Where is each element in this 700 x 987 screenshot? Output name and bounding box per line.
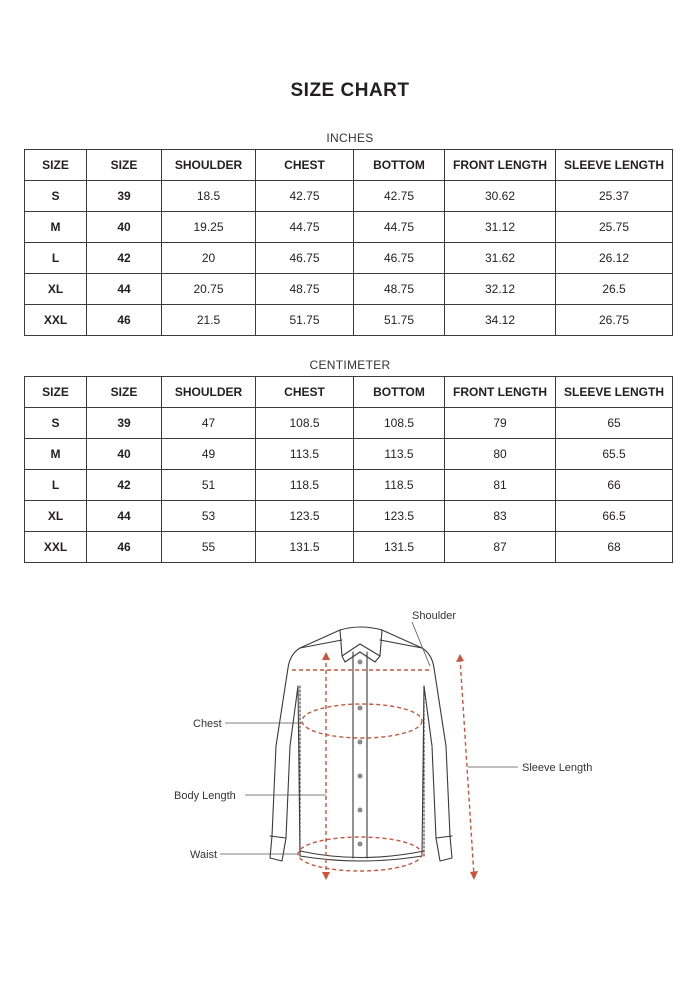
cell-size: L [25, 470, 87, 501]
table-row [25, 274, 673, 305]
cell-shoulder: 20 [162, 243, 256, 274]
cell-shoulder: 19.25 [162, 212, 256, 243]
cell-sleeve-length: 26.75 [556, 305, 673, 336]
inches-table [24, 149, 673, 336]
cell-shoulder: 49 [162, 439, 256, 470]
table-row [25, 305, 673, 336]
table-row [25, 439, 673, 470]
cell-bottom: 113.5 [354, 439, 445, 470]
header-bottom: BOTTOM [354, 150, 445, 181]
cell-size-number: 44 [87, 501, 162, 532]
cell-size: XL [25, 274, 87, 305]
cell-sleeve-length: 25.37 [556, 181, 673, 212]
header-chest: CHEST [256, 150, 354, 181]
header-size: SIZE [25, 377, 87, 408]
cell-sleeve-length: 65.5 [556, 439, 673, 470]
header-front-length: FRONT LENGTH [445, 150, 556, 181]
cell-chest: 118.5 [256, 470, 354, 501]
cell-size: S [25, 408, 87, 439]
header-size-number: SIZE [87, 377, 162, 408]
cell-chest: 51.75 [256, 305, 354, 336]
cell-size: XXL [25, 305, 87, 336]
cell-chest: 48.75 [256, 274, 354, 305]
cell-front-length: 80 [445, 439, 556, 470]
shoulder-label: Shoulder [412, 610, 457, 622]
cell-size: XL [25, 501, 87, 532]
cell-shoulder: 21.5 [162, 305, 256, 336]
cell-front-length: 30.62 [445, 181, 556, 212]
cell-bottom: 118.5 [354, 470, 445, 501]
cell-size-number: 46 [87, 305, 162, 336]
cell-chest: 113.5 [256, 439, 354, 470]
cell-chest: 44.75 [256, 212, 354, 243]
cell-sleeve-length: 68 [556, 532, 673, 563]
header-sleeve-length: SLEEVE LENGTH [556, 150, 673, 181]
cell-front-length: 87 [445, 532, 556, 563]
cell-size-number: 40 [87, 212, 162, 243]
cell-chest: 42.75 [256, 181, 354, 212]
table-row [25, 212, 673, 243]
table-row [25, 501, 673, 532]
cell-size-number: 42 [87, 243, 162, 274]
cell-size-number: 40 [87, 439, 162, 470]
body-length-label: Body Length [174, 790, 236, 802]
cell-front-length: 31.12 [445, 212, 556, 243]
cell-sleeve-length: 25.75 [556, 212, 673, 243]
cell-size: XXL [25, 532, 87, 563]
cell-shoulder: 20.75 [162, 274, 256, 305]
cell-size-number: 46 [87, 532, 162, 563]
page-title: SIZE CHART [290, 80, 410, 101]
cell-chest: 46.75 [256, 243, 354, 274]
header-size-number: SIZE [87, 150, 162, 181]
table-header-row [25, 150, 673, 181]
cell-sleeve-length: 26.5 [556, 274, 673, 305]
cell-shoulder: 51 [162, 470, 256, 501]
cell-bottom: 123.5 [354, 501, 445, 532]
header-shoulder: SHOULDER [162, 150, 256, 181]
header-size: SIZE [25, 150, 87, 181]
cell-bottom: 51.75 [354, 305, 445, 336]
header-bottom: BOTTOM [354, 377, 445, 408]
cell-shoulder: 53 [162, 501, 256, 532]
cell-shoulder: 18.5 [162, 181, 256, 212]
cell-front-length: 32.12 [445, 274, 556, 305]
cell-size: M [25, 439, 87, 470]
table-header-row [25, 377, 673, 408]
cell-bottom: 42.75 [354, 181, 445, 212]
cell-size-number: 44 [87, 274, 162, 305]
header-sleeve-length: SLEEVE LENGTH [556, 377, 673, 408]
cell-shoulder: 55 [162, 532, 256, 563]
cell-size: M [25, 212, 87, 243]
cell-front-length: 34.12 [445, 305, 556, 336]
cell-bottom: 44.75 [354, 212, 445, 243]
cell-size: L [25, 243, 87, 274]
cell-chest: 131.5 [256, 532, 354, 563]
cell-sleeve-length: 66 [556, 470, 673, 501]
measurement-arrowheads [322, 652, 478, 880]
cell-bottom: 48.75 [354, 274, 445, 305]
cell-size-number: 39 [87, 181, 162, 212]
header-front-length: FRONT LENGTH [445, 377, 556, 408]
cell-chest: 108.5 [256, 408, 354, 439]
cell-bottom: 108.5 [354, 408, 445, 439]
table-row [25, 470, 673, 501]
shirt-buttons [358, 660, 363, 847]
cell-size: S [25, 181, 87, 212]
cell-front-length: 83 [445, 501, 556, 532]
table-row [25, 532, 673, 563]
cell-size-number: 42 [87, 470, 162, 501]
table-row [25, 408, 673, 439]
cell-bottom: 46.75 [354, 243, 445, 274]
sleeve-length-label: Sleeve Length [522, 762, 593, 774]
header-chest: CHEST [256, 377, 354, 408]
table-row [25, 181, 673, 212]
cell-sleeve-length: 26.12 [556, 243, 673, 274]
cell-size-number: 39 [87, 408, 162, 439]
header-shoulder: SHOULDER [162, 377, 256, 408]
centimeter-table [24, 376, 673, 563]
inches-table-label: INCHES [326, 131, 374, 145]
cell-bottom: 131.5 [354, 532, 445, 563]
centimeter-table-label: CENTIMETER [309, 358, 391, 372]
cell-sleeve-length: 65 [556, 408, 673, 439]
cell-chest: 123.5 [256, 501, 354, 532]
table-row [25, 243, 673, 274]
shirt-measurement-diagram [0, 596, 700, 896]
cell-sleeve-length: 66.5 [556, 501, 673, 532]
cell-front-length: 31.62 [445, 243, 556, 274]
cell-shoulder: 47 [162, 408, 256, 439]
cell-front-length: 79 [445, 408, 556, 439]
cell-front-length: 81 [445, 470, 556, 501]
waist-label: Waist [190, 849, 218, 861]
chest-label: Chest [193, 718, 222, 730]
